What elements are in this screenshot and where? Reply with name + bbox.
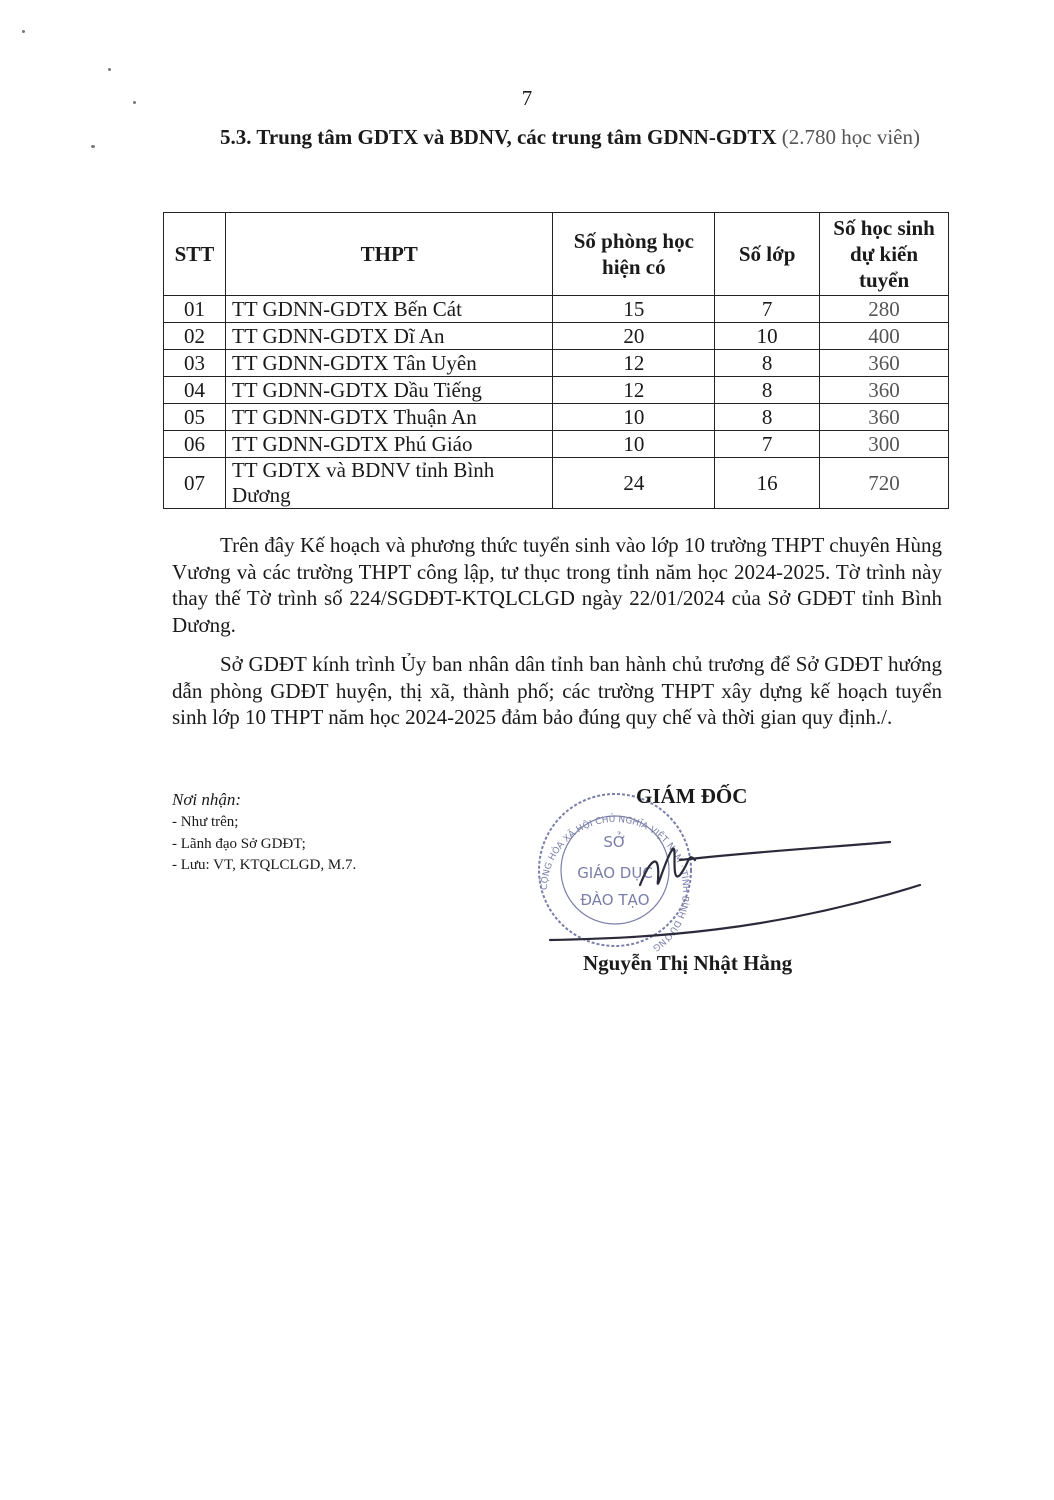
enrollment-table <box>163 212 949 509</box>
cell-stt: 05 <box>164 404 226 431</box>
cell-students: 280 <box>820 296 949 323</box>
table-row <box>164 350 949 377</box>
stamp-line-1: SỞ <box>603 833 627 851</box>
cell-rooms: 12 <box>553 350 715 377</box>
cell-rooms: 15 <box>553 296 715 323</box>
table-header-row <box>164 213 949 296</box>
cell-students: 360 <box>820 377 949 404</box>
cell-rooms: 12 <box>553 377 715 404</box>
cell-students: 360 <box>820 350 949 377</box>
page-number: 7 <box>521 86 533 110</box>
scan-speck <box>91 145 95 148</box>
cell-name: TT GDNN-GDTX Thuận An <box>225 404 552 431</box>
cell-rooms: 10 <box>553 404 715 431</box>
table-row <box>164 377 949 404</box>
cell-classes: 7 <box>715 296 820 323</box>
header-stt: STT <box>164 213 226 296</box>
table-row <box>164 296 949 323</box>
table-row <box>164 323 949 350</box>
scan-speck <box>22 30 25 33</box>
cell-stt: 03 <box>164 350 226 377</box>
body-paragraph: Trên đây Kế hoạch và phương thức tuyển sinh vào lớp 10 trường THPT chuyên Hùng Vương và các trường THPT công lập, tư thục trong tỉnh năm học 2024-2025. Tờ trình này thay thế Tờ trình số 224/SGDĐT-KTQLCLGD ngày 22/01/2024 của Sở GDĐT tỉnh Bình Dương. <box>172 533 942 637</box>
cell-stt: 07 <box>164 458 226 509</box>
cell-name: TT GDNN-GDTX Phú Giáo <box>225 431 552 458</box>
cell-name: TT GDNN-GDTX Dĩ An <box>225 323 552 350</box>
recipient-item: - Như trên; <box>172 814 239 830</box>
header-school: THPT <box>225 213 552 296</box>
recipient-item: - Lãnh đạo Sở GDĐT; <box>172 835 306 852</box>
table-row <box>164 458 949 509</box>
cell-name: TT GDNN-GDTX Tân Uyên <box>225 350 552 377</box>
cell-students: 720 <box>820 458 949 509</box>
header-classes: Số lớp <box>715 213 820 296</box>
cell-stt: 01 <box>164 296 226 323</box>
cell-name: TT GDNN-GDTX Dầu Tiếng <box>225 377 552 404</box>
stamp-line-3: ĐÀO TẠO <box>580 891 650 909</box>
cell-classes: 8 <box>715 350 820 377</box>
signer-title: GIÁM ĐỐC <box>636 784 748 808</box>
section-heading-text: 5.3. Trung tâm GDTX và BDNV, các trung tâm GDNN-GDTX <box>220 125 777 149</box>
table-row <box>164 404 949 431</box>
cell-stt: 06 <box>164 431 226 458</box>
recipients-block <box>172 788 472 877</box>
header-students: Số học sinh dự kiến tuyển <box>820 213 949 296</box>
section-heading <box>172 122 942 152</box>
cell-students: 360 <box>820 404 949 431</box>
recipients-title: Nơi nhận: <box>172 790 242 809</box>
cell-stt: 02 <box>164 323 226 350</box>
cell-students: 300 <box>820 431 949 458</box>
stamp-line-2: GIÁO DỤC <box>577 864 653 882</box>
recipient-item: - Lưu: VT, KTQLCLGD, M.7. <box>172 857 357 873</box>
body-paragraph: Sở GDĐT kính trình Ủy ban nhân dân tỉnh ban hành chủ trương để Sở GDĐT hướng dẫn phòng GDĐT huyện, thị xã, thành phố; các trường THPT xây dựng kế hoạch tuyển sinh lớp 10 THPT năm học 2024-2025 đảm bảo đúng quy chế và thời gian quy định./. <box>172 652 942 729</box>
cell-name: TT GDNN-GDTX Bến Cát <box>225 296 552 323</box>
cell-classes: 7 <box>715 431 820 458</box>
cell-classes: 8 <box>715 404 820 431</box>
cell-rooms: 20 <box>553 323 715 350</box>
scan-speck <box>108 68 111 71</box>
cell-classes: 16 <box>715 458 820 509</box>
official-stamp <box>520 790 940 960</box>
cell-classes: 8 <box>715 377 820 404</box>
header-rooms: Số phòng học hiện có <box>553 213 715 296</box>
cell-students: 400 <box>820 323 949 350</box>
cell-classes: 10 <box>715 323 820 350</box>
stamp-ring-path: CỘNG HÒA XÃ HỘI CHỦ NGHĨA VIỆT NAM · TỈNH BÌNH DƯƠNG <box>539 814 691 953</box>
cell-rooms: 24 <box>553 458 715 509</box>
section-heading-suffix: (2.780 học viên) <box>781 125 920 149</box>
table-row <box>164 431 949 458</box>
cell-stt: 04 <box>164 377 226 404</box>
cell-rooms: 10 <box>553 431 715 458</box>
cell-name: TT GDTX và BDNV tỉnh Bình Dương <box>225 458 552 509</box>
signer-name: Nguyễn Thị Nhật Hằng <box>583 951 793 975</box>
